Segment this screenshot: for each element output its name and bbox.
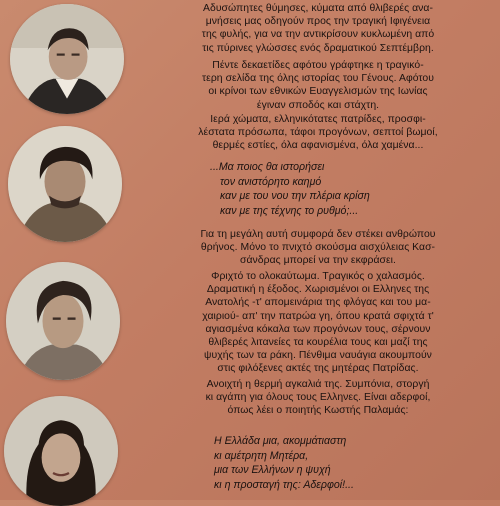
text-line: σάνδρας μπορεί να την εκφράσει.	[240, 255, 396, 267]
paragraph-1	[144, 59, 492, 112]
poem-excerpt-2	[214, 434, 354, 492]
poem-line: τον ανιστόρητο καημό	[220, 175, 322, 188]
intro-paragraph	[144, 2, 492, 55]
text-line: Φριχτό το ολοκαύτωμα. Τραγικός ο χαλασμός.	[211, 271, 425, 282]
text-line: στις φιλόξενες ακτές της μητέρας Πατρίδας.	[217, 363, 419, 375]
poem-excerpt-1	[210, 160, 370, 218]
paragraph-5	[144, 378, 492, 418]
paragraph-4	[144, 270, 492, 376]
poem-line: Η Ελλάδα μια, ακομμάτιαστη	[214, 435, 347, 447]
portrait-1	[10, 4, 124, 114]
text-line: τις πύρινες γλώσσες ενός δραματικού Σεπτέμβρη.	[202, 42, 434, 54]
text-line: κι αγάπη για όλους τους Ελληνες. Είναι αδερφοί,	[205, 392, 431, 404]
text-line: ψυχής των τα ράκη. Πένθιμα ναυάγια ακουμπούν	[204, 350, 432, 362]
text-line: Πέντε δεκαετίδες αφότου γράφτηκε η τραγικό-	[212, 60, 424, 71]
poem-line: καν με της τέχνης το ρυθμό;...	[220, 204, 359, 217]
paragraph-2	[144, 113, 492, 153]
text-line: μνήσεις μας οδηγούν προς την τραγική Ιφιγένεια	[205, 16, 431, 28]
text-line: της φυλής, για να την αντικρίσουν κυκλωμένη από	[201, 29, 435, 41]
poem-line: καν με του νου την πλέρια κρίση	[220, 190, 370, 202]
text-line: Ιερά χώματα, ελληνικότατες πατρίδες, προσφι-	[210, 114, 426, 125]
text-line: Αδυσώπητες θύμησες, κύματα από θλιβερές ανα-	[203, 3, 433, 14]
portrait-3	[6, 262, 120, 380]
portrait-4	[4, 396, 118, 506]
portrait-2	[8, 126, 122, 242]
text-line: χαιριού- απ' την πατρώα γη, όπου κρατά σφιχτά τ'	[202, 310, 434, 322]
text-line: λέστατα πρόσωπα, τάφοι προγόνων, σεπτοί βωμοί,	[198, 127, 438, 139]
text-line: έγιναν σποδός και στάχτη.	[256, 99, 380, 111]
poem-line: κι αμέτρητη Μητέρα,	[214, 449, 309, 462]
poem-line: κι η προσταγή της: Αδερφοί!...	[214, 478, 354, 491]
text-line: θλιβερές λιτανείες τα κουρέλια τους και μαζί της	[208, 337, 428, 349]
poem-line: μια των Ελλήνων η ψυχή	[214, 464, 331, 476]
text-line: όπως λέει ο ποιητής Κωστής Παλαμάς:	[227, 405, 409, 417]
poem-line: ...Μα ποιος θα ιστορήσει	[210, 161, 325, 173]
text-line: Για τη μεγάλη αυτή συμφορά δεν στέκει ανθρώπου	[200, 229, 436, 240]
text-line: θερμές εστίες, όλα αφανισμένα, όλα χαμένα...	[212, 140, 424, 152]
text-line: τερη σελίδα της όλης ιστορίας του Γένους. Αφότου	[202, 73, 434, 85]
text-line: αγιασμένα κόκαλα των προγόνων τους, σέρνουν	[205, 323, 431, 335]
text-line: Ανοιχτή η θερμή αγκαλιά της. Συμπόνια, στοργή	[206, 379, 430, 390]
text-line: οι κρίνοι των εθνικών Ευαγγελισμών της Ιωνίας	[208, 86, 428, 98]
text-line: Δραματική η έξοδος. Χωρισμένοι οι Ελληνες της	[206, 284, 430, 296]
text-line: Ανατολής -τ' απομεινάρια της φλόγας και του μα-	[205, 297, 431, 309]
paragraph-3	[144, 228, 492, 268]
text-line: θρήνος. Μόνο το πνιχτό σκούσμα αισχύλειας Κασ-	[200, 242, 436, 254]
